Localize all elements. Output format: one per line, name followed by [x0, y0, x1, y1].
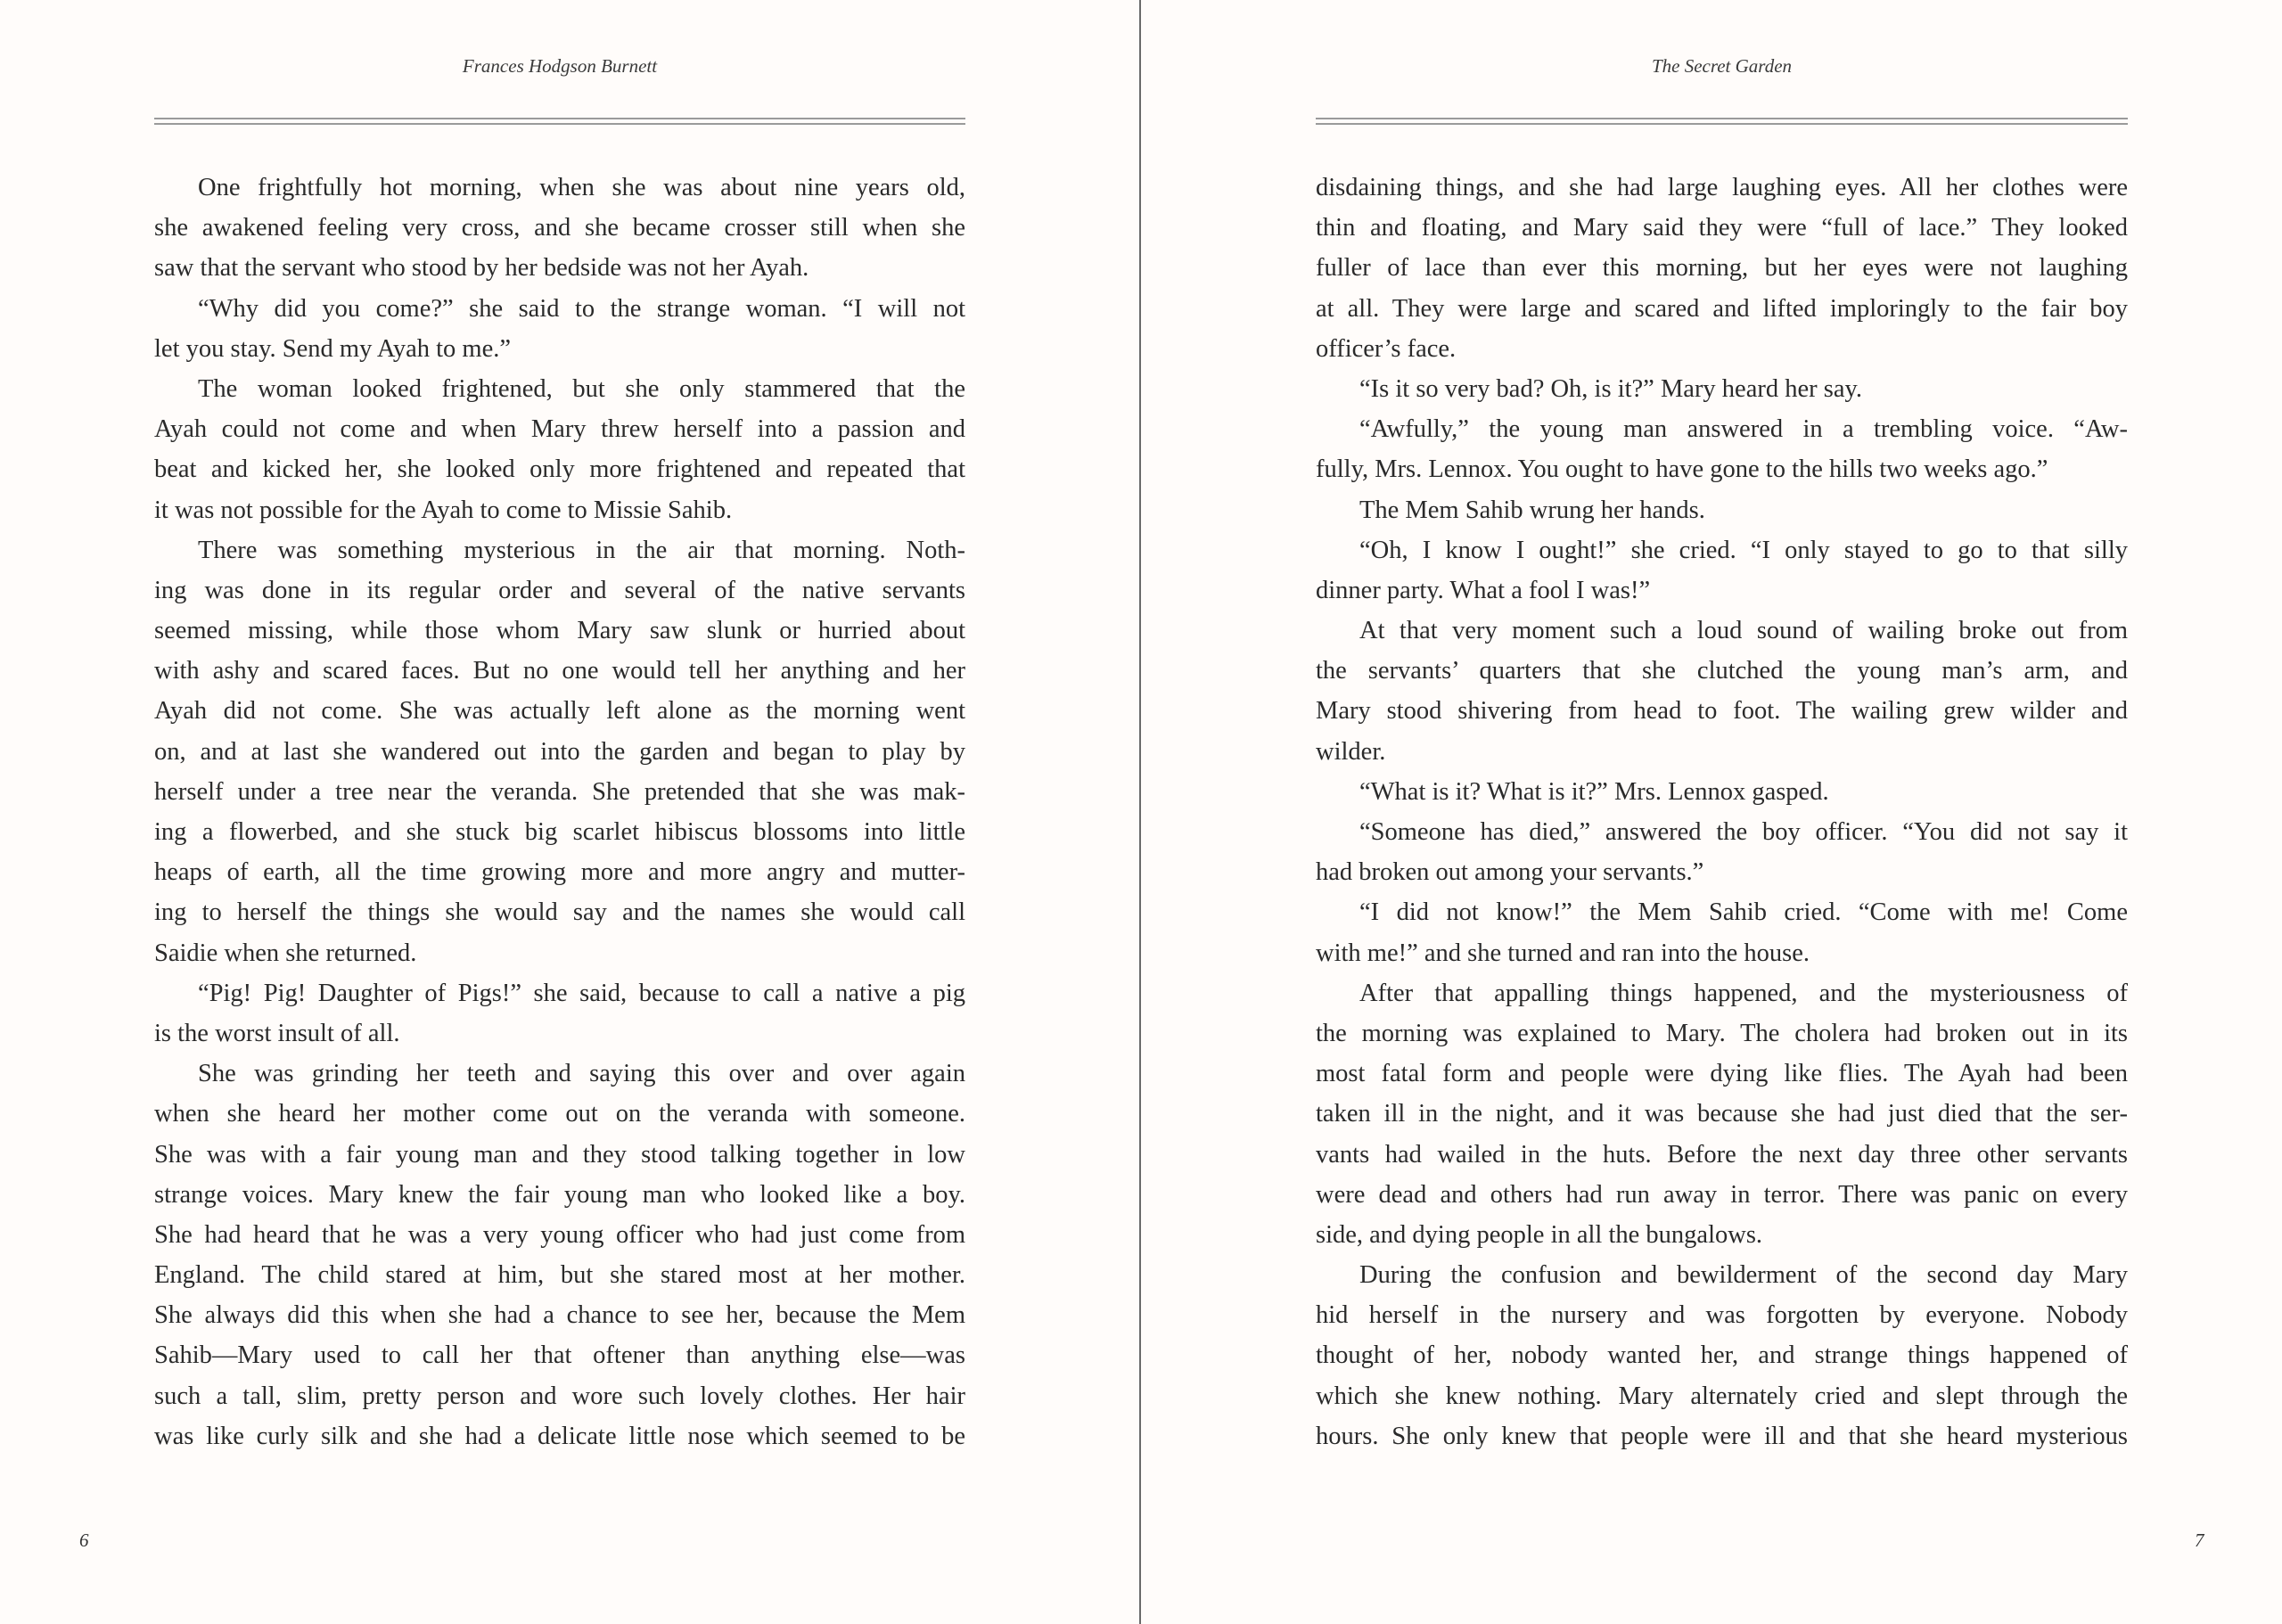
text-line: thin and floating, and Mary said they were “full of lace.” They looked — [1316, 214, 2128, 242]
text-line: herself under a tree near the veranda. She pretended that she was mak- — [154, 777, 965, 806]
text-line: ing to herself the things she would say and the names she would call — [154, 898, 965, 927]
text-line: disdaining things, and she had large laughing eyes. All her clothes were — [1316, 174, 2128, 201]
text-line: “Oh, I know I ought!” she cried. “I only stayed to go to that silly — [1359, 536, 2128, 564]
body-text — [1316, 168, 2128, 1456]
text-line: hours. She only knew that people were ill and that she heard mysterious — [1316, 1422, 2128, 1450]
page-number: 7 — [2195, 1530, 2204, 1551]
text-line: with ashy and scared faces. But no one would tell her anything and her — [154, 657, 965, 685]
text-line: ing was done in its regular order and several of the native servants — [154, 576, 965, 604]
text-line: strange voices. Mary knew the fair young man who looked like a boy. — [154, 1180, 965, 1209]
text-line: thought of her, nobody wanted her, and strange things happened of — [1316, 1341, 2128, 1370]
paragraph — [1316, 973, 2128, 1255]
paragraph — [1316, 369, 2128, 409]
text-line: One frightfully hot morning, when she was about nine years old, — [198, 174, 965, 201]
text-line: She was with a fair young man and they stood talking together in low — [154, 1140, 965, 1169]
text-line: let you stay. Send my Ayah to me.” — [154, 334, 512, 363]
left-page — [0, 0, 1139, 1624]
text-line: “I did not know!” the Mem Sahib cried. “Come with me! Come — [1359, 898, 2128, 927]
text-line: the servants’ quarters that she clutched the young man’s arm, and — [1316, 657, 2128, 685]
text-line: fuller of lace than ever this morning, but her eyes were not laughing — [1316, 254, 2128, 283]
text-line: The woman looked frightened, but she only stammered that the — [198, 374, 965, 403]
body-text — [154, 168, 965, 1456]
text-line: wilder. — [1316, 737, 1386, 766]
text-line: were dead and others had run away in terror. There was panic on every — [1316, 1180, 2128, 1209]
text-line: seemed missing, while those whom Mary saw slunk or hurried about — [154, 617, 965, 645]
paragraph — [154, 369, 965, 530]
text-line: “Someone has died,” answered the boy officer. “You did not say it — [1359, 818, 2128, 846]
text-line: with me!” and she turned and ran into the house. — [1316, 939, 1810, 967]
text-line: She had heard that he was a very young officer who had just come from — [154, 1220, 965, 1249]
text-line: Saidie when she returned. — [154, 939, 417, 967]
text-line: The Mem Sahib wrung her hands. — [1359, 496, 1705, 524]
text-line: vants had wailed in the huts. Before the next day three other servants — [1316, 1140, 2128, 1169]
text-line: which she knew nothing. Mary alternately cried and slept through the — [1316, 1382, 2128, 1410]
paragraph — [154, 168, 965, 289]
text-line: After that appalling things happened, and the mysteriousness of — [1359, 979, 2128, 1007]
text-line: had broken out among your servants.” — [1316, 858, 1704, 887]
running-head-title: The Secret Garden — [1651, 55, 1793, 77]
text-line: she awakened feeling very cross, and she became crosser still when she — [154, 214, 965, 242]
text-line: ing a flowerbed, and she stuck big scarlet hibiscus blossoms into little — [154, 818, 965, 846]
text-line: She was grinding her teeth and saying this over and over again — [198, 1060, 965, 1088]
text-line: She always did this when she had a chance to see her, because the Mem — [154, 1301, 965, 1330]
paragraph — [1316, 1255, 2128, 1456]
paragraph — [154, 1054, 965, 1456]
text-line: on, and at last she wandered out into the garden and began to play by — [154, 737, 965, 766]
text-line: “Why did you come?” she said to the strange woman. “I will not — [198, 294, 965, 323]
page-number: 6 — [79, 1530, 89, 1551]
text-line: taken ill in the night, and it was because she had just died that the ser- — [1316, 1100, 2128, 1128]
paragraph — [1316, 490, 2128, 530]
text-line: such a tall, slim, pretty person and wore such lovely clothes. Her hair — [154, 1382, 965, 1410]
text-line: Ayah could not come and when Mary threw herself into a passion and — [154, 415, 965, 444]
text-line: “What is it? What is it?” Mrs. Lennox gasped. — [1359, 777, 1829, 806]
paragraph — [1316, 611, 2128, 772]
right-page — [1142, 0, 2282, 1624]
text-line: hid herself in the nursery and was forgotten by everyone. Nobody — [1316, 1301, 2128, 1330]
text-line: side, and dying people in all the bungalows. — [1316, 1220, 1763, 1249]
text-line: During the confusion and bewilderment of the second day Mary — [1359, 1261, 2128, 1290]
running-head-author: Frances Hodgson Burnett — [462, 55, 658, 77]
text-line: it was not possible for the Ayah to come to Missie Sahib. — [154, 496, 733, 524]
text-line: fully, Mrs. Lennox. You ought to have gone to the hills two weeks ago.” — [1316, 455, 2048, 484]
paragraph — [1316, 812, 2128, 892]
paragraph — [1316, 772, 2128, 812]
text-line: the morning was explained to Mary. The cholera had broken out in its — [1316, 1019, 2128, 1047]
text-line: “Pig! Pig! Daughter of Pigs!” she said, because to call a native a pig — [198, 979, 965, 1007]
text-line: dinner party. What a fool I was!” — [1316, 576, 1651, 604]
text-line: “Awfully,” the young man answered in a trembling voice. “Aw- — [1359, 415, 2128, 444]
paragraph — [1316, 168, 2128, 369]
text-line: heaps of earth, all the time growing more and more angry and mutter- — [154, 858, 965, 887]
text-line: Mary stood shivering from head to foot. The wailing grew wilder and — [1316, 697, 2128, 726]
paragraph — [1316, 530, 2128, 611]
text-line: At that very moment such a loud sound of wailing broke out from — [1359, 617, 2128, 645]
text-line: was like curly silk and she had a delicate little nose which seemed to be — [154, 1422, 965, 1450]
text-line: There was something mysterious in the air that morning. Noth- — [198, 536, 965, 564]
text-line: Sahib—Mary used to call her that oftener than anything else—was — [154, 1341, 965, 1370]
header-double-rule — [1316, 118, 2128, 125]
text-line: most fatal form and people were dying like flies. The Ayah had been — [1316, 1060, 2128, 1088]
text-line: at all. They were large and scared and lifted imploringly to the fair boy — [1316, 294, 2128, 323]
text-line: is the worst insult of all. — [154, 1019, 400, 1047]
text-line: England. The child stared at him, but she stared most at her mother. — [154, 1261, 965, 1290]
text-line: beat and kicked her, she looked only more frightened and repeated that — [154, 455, 965, 484]
text-line: saw that the servant who stood by her bedside was not her Ayah. — [154, 254, 809, 283]
text-line: “Is it so very bad? Oh, is it?” Mary heard her say. — [1359, 374, 1863, 403]
paragraph — [154, 973, 965, 1054]
book-spine-divider — [1139, 0, 1141, 1624]
paragraph — [154, 289, 965, 369]
text-line: Ayah did not come. She was actually left alone as the morning went — [154, 697, 965, 726]
text-line: when she heard her mother come out on the veranda with someone. — [154, 1100, 965, 1128]
paragraph — [1316, 409, 2128, 489]
text-line: officer’s face. — [1316, 334, 1457, 363]
header-double-rule — [154, 118, 965, 125]
paragraph — [154, 530, 965, 973]
paragraph — [1316, 892, 2128, 972]
